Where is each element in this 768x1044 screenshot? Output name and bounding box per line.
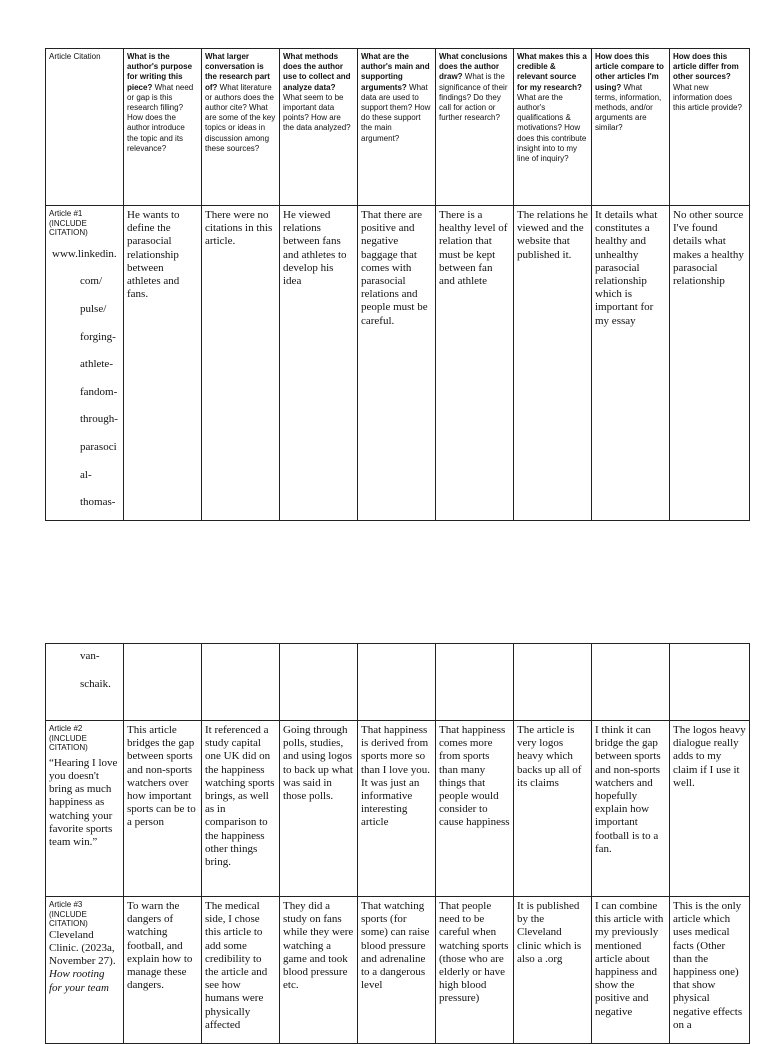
- article-1-methods: He viewed relations between fans and athletes to develop his idea: [280, 206, 358, 521]
- article-1-continued-row: [46, 644, 750, 721]
- article-2-row: [46, 721, 750, 897]
- article-2-credibility: The article is very logos heavy which backs up all of its claims: [514, 721, 592, 897]
- article-1-compare: It details what constitutes a healthy and unhealthy parasocial relationship which is important for my essay: [592, 206, 670, 521]
- article-1-purpose: He wants to define the parasocial relationship between athletes and fans.: [124, 206, 202, 521]
- article-1-arguments: That there are positive and negative baggage that comes with parasocial relations and people must be careful.: [358, 206, 436, 521]
- article-2-differ: The logos heavy dialogue really adds to my claim if I use it well.: [670, 721, 750, 897]
- article-3-arguments: That watching sports (for some) can raise blood pressure and adrenaline to a dangerous level: [358, 897, 436, 1044]
- header-purpose: What is the author's purpose for writing this piece? What need or gap is this research filling? How does the author introduce the topic and its relevance?: [124, 49, 202, 206]
- article-2-citation-cell: [46, 721, 124, 897]
- header-compare: How does this article compare to other articles I'm using? What terms, information, methods, and/or arguments are similar?: [592, 49, 670, 206]
- header-row: [46, 49, 750, 206]
- header-citation: Article Citation: [46, 49, 124, 206]
- article-3-differ: This is the only article which uses medical facts (Other than the happiness one) that show physical negative effects on a: [670, 897, 750, 1044]
- article-1-credibility: The relations he viewed and the website that published it.: [514, 206, 592, 521]
- article-2-conclusions: That happiness comes more from sports than many things that people would consider to cause happiness: [436, 721, 514, 897]
- header-methods: What methods does the author use to collect and analyze data? What seem to be important data points? How are the data analyzed?: [280, 49, 358, 206]
- article-3-citation-cell: [46, 897, 124, 1044]
- article-2-arguments: That happiness is derived from sports more so than I love you. It was just an informative interesting article: [358, 721, 436, 897]
- annotation-table-page-1: [45, 48, 750, 521]
- article-3-compare: I can combine this article with my previously mentioned article about happiness and show the positive and negative: [592, 897, 670, 1044]
- article-3-credibility: It is published by the Cleveland clinic which is also a .org: [514, 897, 592, 1044]
- article-1-url: www.linkedin. com/ pulse/ forging- athlete- fandom- through- parasoci al- thomas-: [52, 247, 118, 509]
- article-1-row: [46, 206, 750, 521]
- article-2-conversation: It referenced a study capital one UK did on the happiness watching sports brings, as well as in comparison to the happiness other things bring.: [202, 721, 280, 897]
- header-conclusions: What conclusions does the author draw? What is the significance of their findings? Do they call for action or further research?: [436, 49, 514, 206]
- article-2-purpose: This article bridges the gap between sports and non-sports watchers over how important sports can be to a person: [124, 721, 202, 897]
- article-2-citation: “Hearing I love you doesn't bring as much happiness as watching your favorite sports team win.”: [49, 756, 118, 848]
- article-3-label: Article #3 (INCLUDE CITATION): [49, 900, 88, 929]
- article-1-citation-cell: [46, 206, 124, 521]
- article-3-citation: Cleveland Clinic. (2023a, November 27). How rooting for your team: [49, 928, 116, 994]
- annotation-table-page-2: [45, 643, 750, 1044]
- article-3-conclusions: That people need to be careful when watching sports (those who are elderly or have high blood pressure): [436, 897, 514, 1044]
- header-credibility: What makes this a credible & relevant source for my research? What are the author's qualifications & motivations? How does this contribute insight into to my line of inquiry?: [514, 49, 592, 206]
- header-differ: How does this article differ from other sources? What new information does this article provide?: [670, 49, 750, 206]
- header-arguments: What are the author's main and supporting arguments? What data are used to support them? How do these support the main argument?: [358, 49, 436, 206]
- article-2-label: Article #2 (INCLUDE CITATION): [49, 724, 88, 753]
- article-2-compare: I think it can bridge the gap between sports and non-sports watchers and hopefully explain how important football is to a fan.: [592, 721, 670, 897]
- article-3-purpose: To warn the dangers of watching football, and explain how to manage these dangers.: [124, 897, 202, 1044]
- header-conversation: What larger conversation is the research part of? What literature or authors does the author cite? What are some of the key topics or ideas in discussion among these sources?: [202, 49, 280, 206]
- article-1-url-continued: van- schaik.: [46, 644, 124, 721]
- article-3-methods: They did a study on fans while they were watching a game and took blood pressure etc.: [280, 897, 358, 1044]
- article-1-conversation: There were no citations in this article.: [202, 206, 280, 521]
- article-2-methods: Going through polls, studies, and using logos to back up what was said in those polls.: [280, 721, 358, 897]
- article-3-conversation: The medical side, I chose this article to add some credibility to the article and see how humans were physically affected: [202, 897, 280, 1044]
- article-1-differ: No other source I've found details what makes a healthy parasocial relationship: [670, 206, 750, 521]
- article-1-label: Article #1 (INCLUDE CITATION): [49, 209, 88, 238]
- article-1-conclusions: There is a healthy level of relation that must be kept between fan and athlete: [436, 206, 514, 521]
- article-3-row: [46, 897, 750, 1044]
